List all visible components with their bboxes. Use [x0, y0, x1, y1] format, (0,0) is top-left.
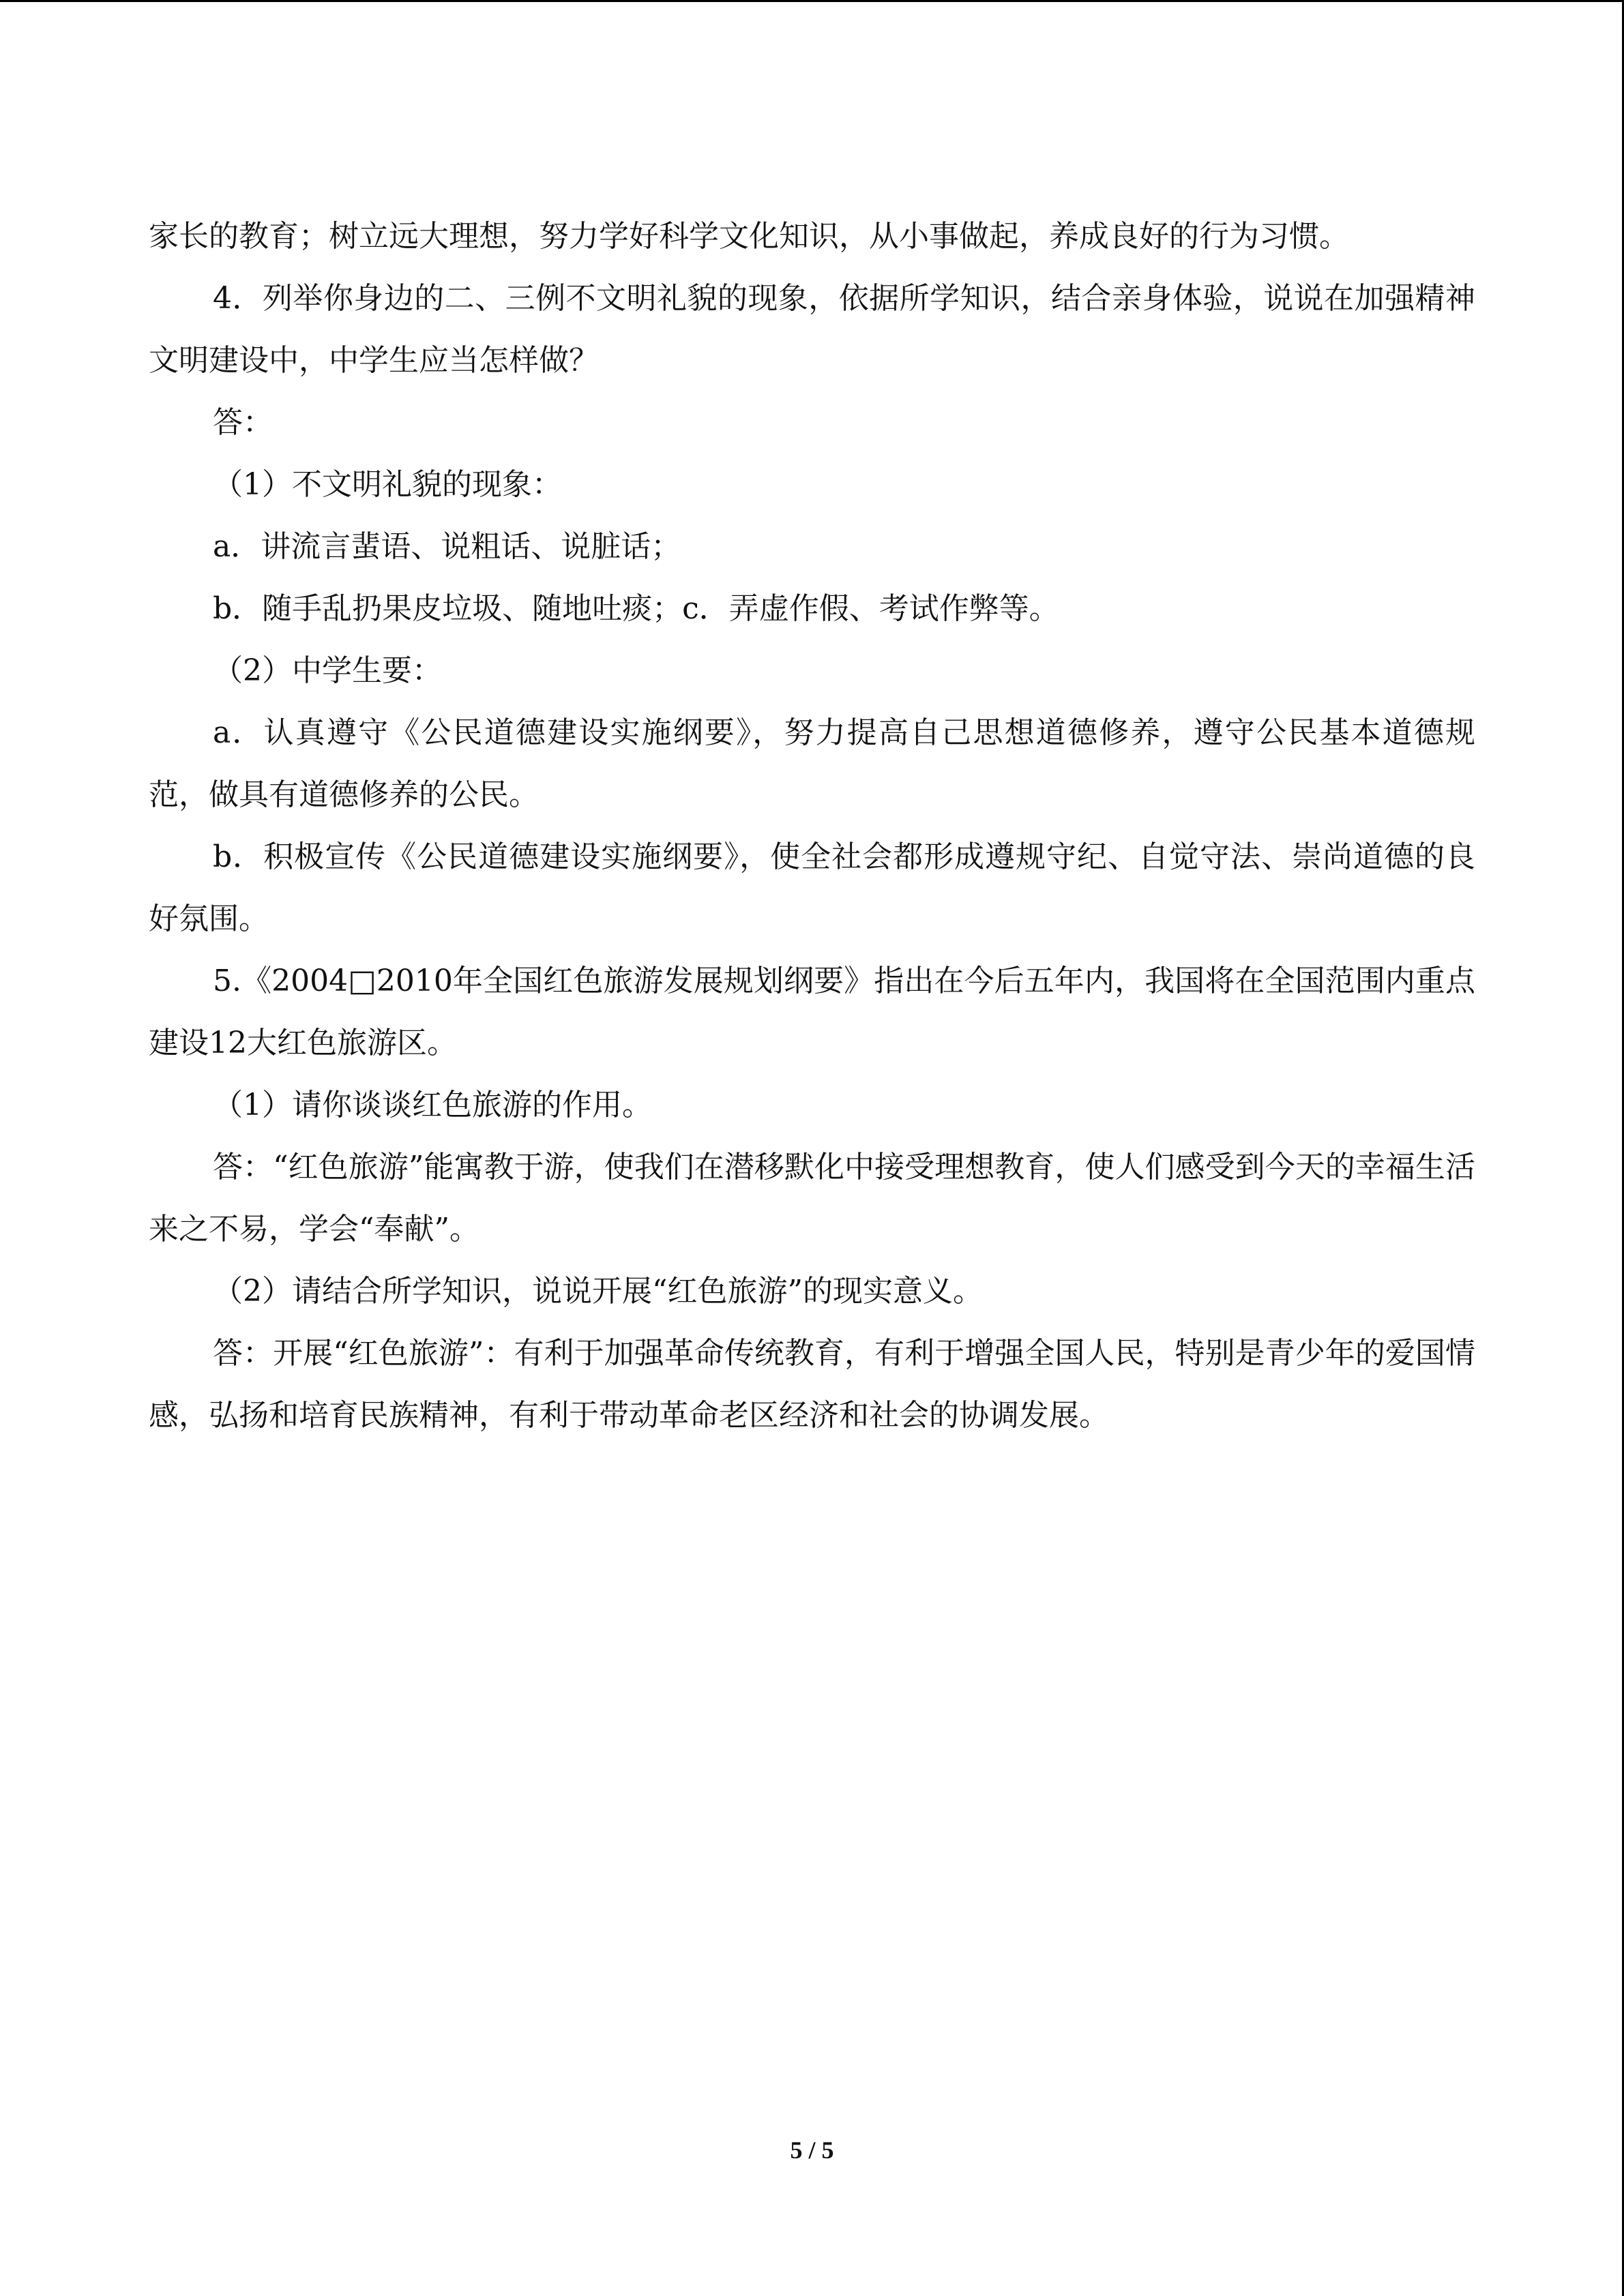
page-number: 5 / 5	[790, 2136, 834, 2164]
question-4-part-2-heading: （2）中学生要：	[213, 653, 442, 688]
question-4-part-2-item-a: a．认真遵守《公民道德建设实施纲要》，努力提高自己思想道德修养，遵守公民基本道德规范，做具有道德修养的公民。	[149, 715, 1475, 812]
question-4-part-1-heading: （1）不文明礼貌的现象：	[213, 467, 562, 502]
question-4-answer-label: 答：	[213, 405, 273, 440]
paragraph-continuation: 家长的教育；树立远大理想，努力学好科学文化知识，从小事做起，养成良好的行为习惯。	[149, 219, 1349, 254]
question-4: 4．列举你身边的二、三例不文明礼貌的现象，依据所学知识，结合亲身体验，说说在加强精神文明建设中，中学生应当怎样做？	[149, 281, 1475, 378]
question-4-part-1-item-b: b．随手乱扔果皮垃圾、随地吐痰；c．弄虚作假、考试作弊等。	[213, 591, 1059, 626]
question-4-part-1-item-a: a．讲流言蜚语、说粗话、说脏话；	[213, 529, 681, 564]
question-5-part-2-answer: 答：开展“红色旅游”：有利于加强革命传统教育，有利于增强全国人民，特别是青少年的爱国情感，弘扬和培育民族精神，有利于带动革命老区经济和社会的协调发展。	[149, 1336, 1475, 1433]
question-5-part-1: （1）请你谈谈红色旅游的作用。	[213, 1088, 652, 1122]
question-5: 5.《2004□2010年全国红色旅游发展规划纲要》指出在今后五年内，我国将在全国范围内重点建设12大红色旅游区。	[149, 964, 1475, 1060]
document-body	[149, 205, 1475, 1446]
question-5-part-2: （2）请结合所学知识，说说开展“红色旅游”的现实意义。	[213, 1274, 983, 1309]
question-4-part-2-item-b: b．积极宣传《公民道德建设实施纲要》，使全社会都形成遵规守纪、自觉守法、崇尚道德的良好氛围。	[149, 839, 1475, 936]
question-5-part-1-answer: 答：“红色旅游”能寓教于游，使我们在潜移默化中接受理想教育，使人们感受到今天的幸福生活来之不易，学会“奉献”。	[149, 1150, 1475, 1247]
